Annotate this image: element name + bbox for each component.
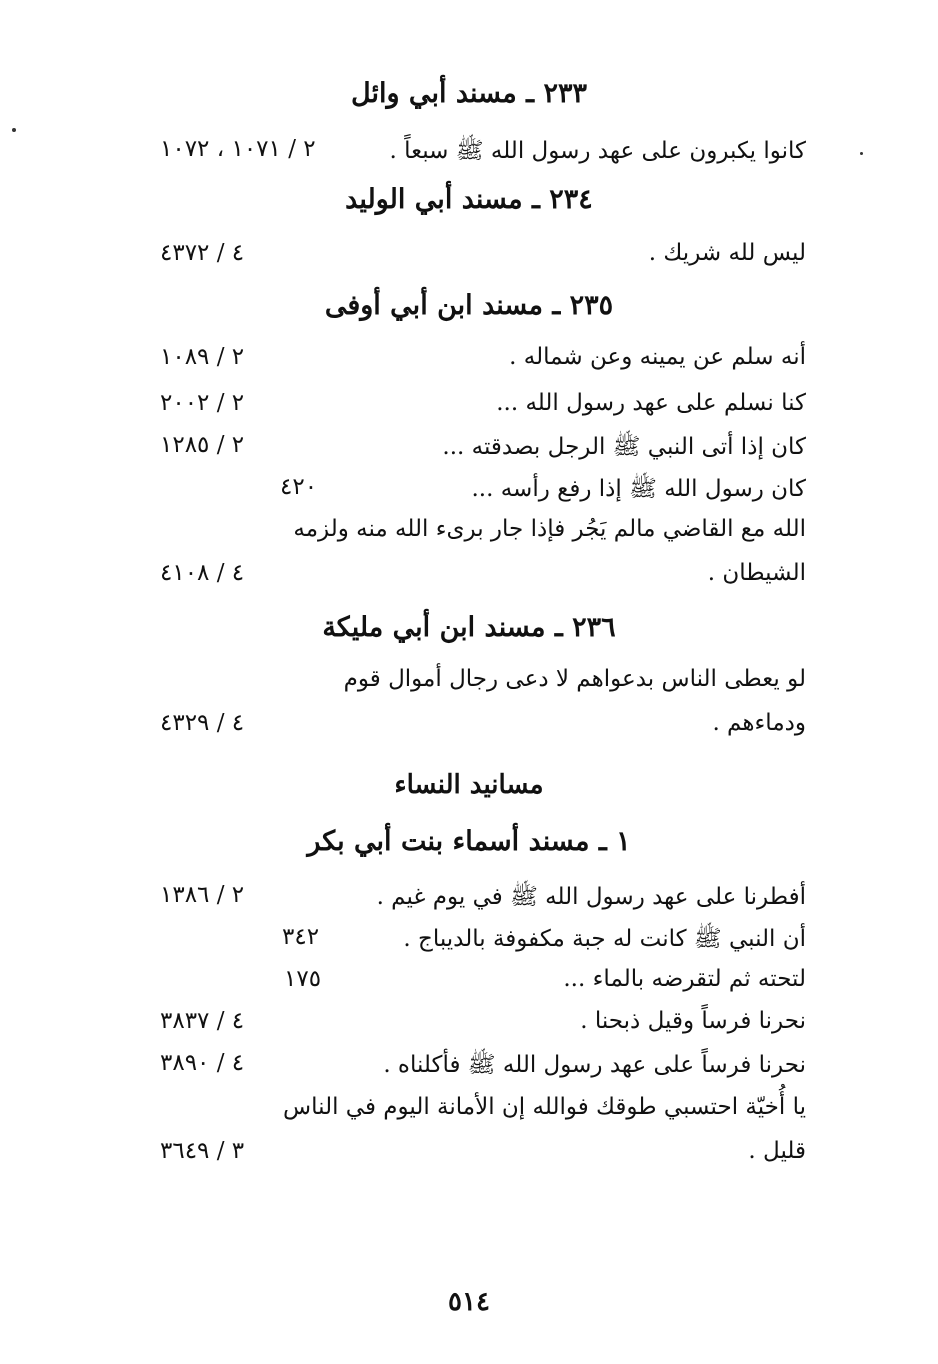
entry-text: نحرنا فرساً على عهد رسول الله ﷺ فأكلناه . xyxy=(383,1052,806,1078)
entry-text: ليس لله شريك . xyxy=(648,240,806,266)
entry-ref: ٤ / ٤٣٧٢ xyxy=(160,240,245,266)
entry-text: يا أُخيّة احتسبي طوقك فوالله إن الأمانة اليوم في الناس xyxy=(283,1094,806,1120)
entry-ref: ٢ / ٢٠٠٢ xyxy=(160,390,245,416)
entry-ref: ٣٤٢ xyxy=(282,924,320,950)
entry-text: الشيطان . xyxy=(707,560,806,586)
entry-text: الله مع القاضي مالم يَجُر فإذا جار برىء الله منه ولزمه xyxy=(293,516,806,542)
entry-text: أنه سلم عن يمينه وعن شماله . xyxy=(509,344,806,370)
entry-ref: ٢ / ١٢٨٥ xyxy=(160,432,245,458)
entry-text: كان إذا أتى النبي ﷺ الرجل بصدقته ... xyxy=(442,434,806,460)
part-heading: مسانيد النساء xyxy=(394,770,544,800)
scan-speck xyxy=(860,152,863,155)
entry-ref: ٢ / ١٠٨٩ xyxy=(160,344,245,370)
entry-ref: ٤ / ٤١٠٨ xyxy=(160,560,245,586)
entry-text: أن النبي ﷺ كانت له جبة مكفوفة بالديباج . xyxy=(403,926,806,952)
entry-ref: ٤ / ٣٨٣٧ xyxy=(160,1008,245,1034)
section-heading: ٢٣٣ ـ مسند أبي وائل xyxy=(351,78,587,109)
entry-text: لتحته ثم لتقرضه بالماء ... xyxy=(563,966,806,992)
scan-speck xyxy=(12,128,16,132)
page-number: ٥١٤ xyxy=(448,1287,490,1317)
entry-ref: ٢ / ١٣٨٦ xyxy=(160,882,245,908)
entry-text: لو يعطى الناس بدعواهم لا دعى رجال أموال قوم xyxy=(343,666,806,692)
entry-ref: ٤٢٠ xyxy=(280,474,318,500)
entry-ref: ٢ / ١٠٧١ ، ١٠٧٢ xyxy=(160,136,316,162)
section-heading: ١ ـ مسند أسماء بنت أبي بكر xyxy=(307,826,631,857)
entry-text: كانوا يكبرون على عهد رسول الله ﷺ سبعاً . xyxy=(389,138,806,164)
section-heading: ٢٣٥ ـ مسند ابن أبي أوفى xyxy=(324,290,614,321)
section-heading: ٢٣٤ ـ مسند أبي الوليد xyxy=(345,184,593,215)
entry-ref: ٣ / ٣٦٤٩ xyxy=(160,1138,245,1164)
entry-ref: ١٧٥ xyxy=(284,966,322,992)
entry-text: قليل . xyxy=(748,1138,806,1164)
entry-text: كان رسول الله ﷺ إذا رفع رأسه ... xyxy=(471,476,806,502)
entry-text: ودماءهم . xyxy=(712,710,806,736)
entry-text: نحرنا فرساً وقيل ذبحنا . xyxy=(580,1008,806,1034)
entry-text: كنا نسلم على عهد رسول الله ... xyxy=(496,390,806,416)
section-heading: ٢٣٦ ـ مسند ابن أبي مليكة xyxy=(322,612,616,643)
entry-ref: ٤ / ٤٣٢٩ xyxy=(160,710,245,736)
entry-text: أفطرنا على عهد رسول الله ﷺ في يوم غيم . xyxy=(376,884,806,910)
entry-ref: ٤ / ٣٨٩٠ xyxy=(160,1050,245,1076)
